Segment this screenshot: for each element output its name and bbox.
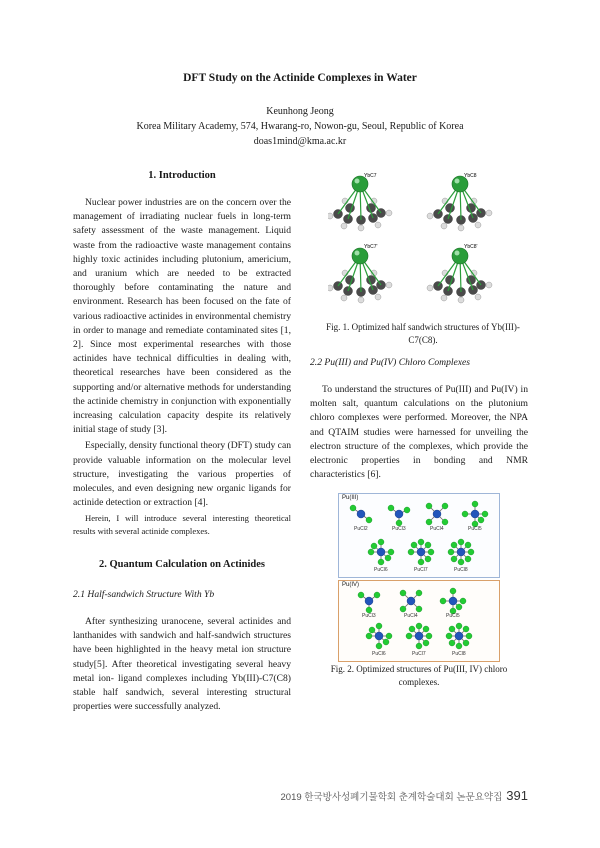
pu3-mol-label-1: PuCl2 <box>354 526 368 532</box>
figure-2-pu3-panel <box>338 493 500 578</box>
figure-1-graphic <box>328 170 508 310</box>
page-footer <box>281 788 528 803</box>
introduction-body <box>73 196 291 538</box>
figure-2-pu4-panel <box>338 580 500 662</box>
introduction-paragraph-3: Herein, I will introduce several interesting theoretical results with several actinide complexes. <box>73 513 291 537</box>
pu4-mol-label-6: PuCl8 <box>452 651 466 657</box>
pu3-molecules <box>339 494 499 577</box>
pu4-mol-label-3: PuCl5 <box>446 613 460 619</box>
pu3-mol-label-4: PuCl5 <box>468 526 482 532</box>
affiliation: Korea Military Academy, 574, Hwarang-ro, Nowon-gu, Seoul, Republic of Korea <box>136 121 464 132</box>
pu4-mol-label-2: PuCl4 <box>404 613 418 619</box>
section-heading-introduction: 1. Introduction <box>148 170 216 181</box>
pu3-mol-label-6: PuCl7 <box>414 567 428 573</box>
pu4-mol-label-5: PuCl7 <box>412 651 426 657</box>
subsection-heading-half-sandwich: 2.1 Half-sandwich Structure With Yb <box>73 589 215 600</box>
pu3-mol-label-3: PuCl4 <box>430 526 444 532</box>
pu3-mol-label-2: PuCl3 <box>392 526 406 532</box>
pu4-molecules <box>339 581 499 661</box>
author-name: Keunhong Jeong <box>266 106 334 117</box>
paper-title: DFT Study on the Actinide Complexes in Water <box>183 72 417 84</box>
section-heading-quantum: 2. Quantum Calculation on Actinides <box>99 559 265 570</box>
introduction-paragraph-2: Especially, density functional theory (DFT) study can provide valuable information on the molecular level structure, investigating the various properties of molecules, and even designing new organic ligands for actinide detection or extraction [4]. <box>73 440 291 509</box>
fig1-label-d: YbC8' <box>464 244 478 250</box>
fig1-label-b: YbC8 <box>464 173 477 179</box>
pu-chloro-body <box>310 383 528 482</box>
figure-2-caption: Fig. 2. Optimized structures of Pu(III, IV) chloro complexes. <box>330 664 508 687</box>
fig1-label-a: YbC7 <box>364 173 377 179</box>
pu3-mol-label-7: PuCl8 <box>454 567 468 573</box>
page-number: 391 <box>506 788 528 803</box>
author-email[interactable]: doas1mind@kma.ac.kr <box>253 136 347 147</box>
pu-chloro-paragraph: To understand the structures of Pu(III) and Pu(IV) in molten salt, quantum calculations on the plutonium chloro complexes were performed. Moreover, the NPA and QTAIM studies were harnessed for unveiling the electron structure of the complexes, which provide the electronic properties in bonding and NMR characteristics [6]. <box>310 384 528 481</box>
subsection-heading-pu-chloro: 2.2 Pu(III) and Pu(IV) Chloro Complexes <box>310 357 471 368</box>
pu4-panel-label: Pu(IV) <box>342 582 360 588</box>
pu4-mol-label-1: PuCl3 <box>362 613 376 619</box>
footer-journal-text: 2019 한국방사성폐기물학회 춘계학술대회 논문요약집 <box>280 792 503 803</box>
figure-1-yb-structures <box>328 170 508 310</box>
pu4-mol-label-4: PuCl6 <box>372 651 386 657</box>
fig1-label-c: YbC7' <box>364 244 378 250</box>
pu3-panel-label: Pu(III) <box>342 495 359 501</box>
figure-1-caption: Fig. 1. Optimized half sandwich structures of Yb(III)-C7(C8). <box>326 322 520 345</box>
half-sandwich-body <box>73 615 291 714</box>
half-sandwich-paragraph: After synthesizing uranocene, several actinides and lanthanides with sandwich and half-sandwich structures have been highlighted in the heavy metal ion structure study[5]. After theoretical investigating several heavy metal ion- ligand complexes including Yb(III)-C7(C8) stable half sandwich, several interesting structural properties were successfully analyzed. <box>73 616 291 713</box>
introduction-paragraph-1: Nuclear power industries are on the concern over the management of irradiating nuclear fuels in long-term safety assessment of the waste management. Liquid waste from the radioactive waste management contains highly toxic actinides including plutonium, americium, and uranium which are needed to be extracted thoroughly before contaminating the nature and environment. Research has been focused on the fate of various radioactive actinides in environmental chemistry in order to manage and remediate contaminated sites [1, 2]. Since most experimental researches with those actinides have technical difficulties in dealing with, theoretical researches have been considered as the supporting and/or alternative methods for understanding the actinide chemistry in conjunction with exponentially increasing calculation capacity despite its relatively initial stage of study [3]. <box>73 197 291 436</box>
pu3-mol-label-5: PuCl6 <box>374 567 388 573</box>
